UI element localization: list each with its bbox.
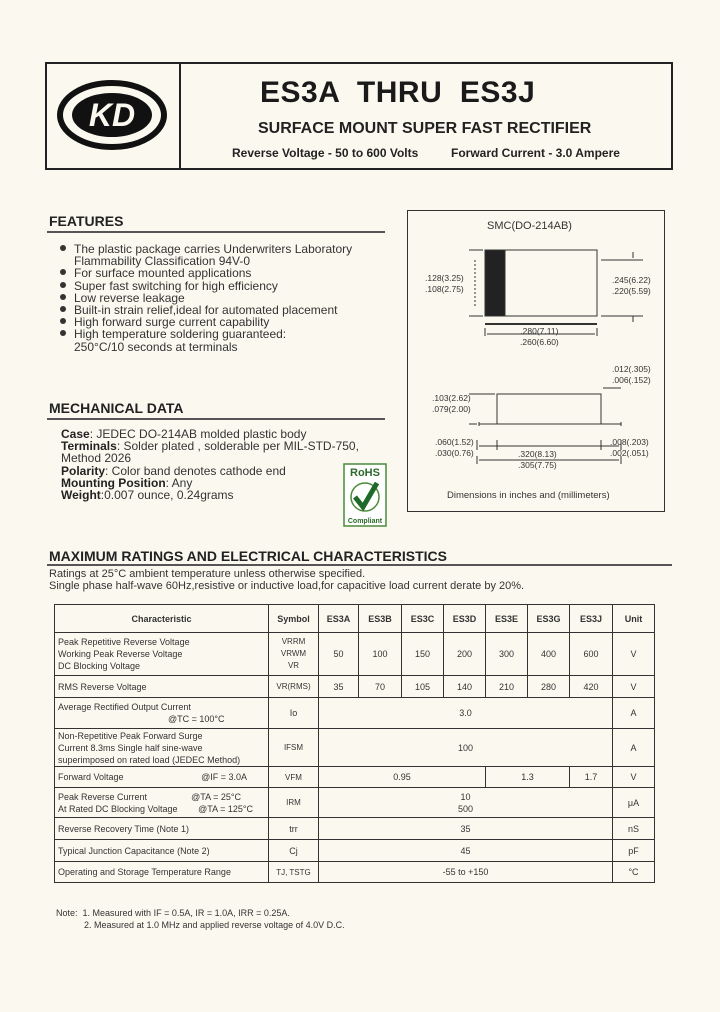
page-subtitle: SURFACE MOUNT SUPER FAST RECTIFIER [258,120,592,137]
dimensions-caption: Dimensions in inches and (millimeters) [447,490,610,501]
ratings-title: MAXIMUM RATINGS AND ELECTRICAL CHARACTERISTICS [49,548,447,564]
reverse-voltage-range: Reverse Voltage - 50 to 600 Volts [232,146,419,160]
logo-box [45,62,181,170]
bullet-icon [60,330,66,336]
kd-logo [45,62,179,166]
rohs-text: RoHS [350,467,380,479]
dim-overall-length: .320(8.13) .305(7.75) [518,449,557,470]
table-row: Peak Repetitive Reverse Voltage Working Peak Reverse Voltage DC Blocking Voltage VRRM VRWM VR 50 100 150 200 300 400 600 V [55,633,655,676]
logo-text: KD [88,97,136,133]
page-title: ES3A THRU ES3J [260,76,536,109]
dim-lead-thickness: .012(.305) .006(.152) [612,364,651,385]
table-row: Operating and Storage Temperature Range TJ, TSTG -55 to +150 °C [55,862,655,883]
feature-item: High temperature soldering guaranteed: 250°C/10 seconds at terminals [49,328,399,352]
dim-body-height: .103(2.62) .079(2.00) [432,393,471,414]
feature-item: Low reverse leakage [49,292,399,304]
table-row: RMS Reverse Voltage VR(RMS) 35 70 105 140 210 280 420 V [55,676,655,698]
dim-width: .245(6.22) .220(5.59) [612,275,651,296]
rohs-compliant: Compliant [347,518,383,525]
mechanical-rule [47,418,385,420]
dim-height: .128(3.25) .108(2.75) [425,273,464,294]
dim-standoff: .008(.203) .002(.051) [610,437,649,458]
ratings-conditions: Ratings at 25°C ambient temperature unless otherwise specified. Single phase half-wave 60Hz,resistive or inductive load,for capacitive load current derate by 20%. [49,568,525,592]
features-title: FEATURES [49,213,124,229]
feature-item: Super fast switching for high efficiency [49,280,399,292]
dim-length: .280(7.11) .260(6.60) [520,326,559,347]
footnotes: Note: 1. Measured with IF = 0.5A, IR = 1.0A, IRR = 0.25A. 2. Measured at 1.0 MHz and applied reverse voltage of 4.0V D.C. [56,908,345,930]
header-ratings [232,146,620,160]
dim-lead-length: .060(1.52) .030(0.76) [435,437,474,458]
table-row: Forward Voltage @IF = 3.0A VFM 0.95 1.3 1.7 V [55,767,655,788]
ratings-rule [47,564,672,566]
bullet-icon [60,294,66,300]
feature-item: For surface mounted applications [49,267,399,279]
rohs-badge [343,463,387,527]
table-row: Peak Reverse Current @TA = 25°C At Rated DC Blocking Voltage @TA = 125°C IRM 10 500 μA [55,788,655,818]
table-row: Average Rectified Output Current @TC = 100°C Io 3.0 A [55,698,655,729]
table-row: Typical Junction Capacitance (Note 2) Cj 45 pF [55,840,655,862]
mechanical-title: MECHANICAL DATA [49,400,184,416]
feature-item: High forward surge current capability [49,316,399,328]
features-rule [47,231,385,233]
characteristics-table [54,604,655,883]
bullet-icon [60,282,66,288]
bullet-icon [60,306,66,312]
mechanical-data: Case: JEDEC DO-214AB molded plastic body Terminals: Solder plated , solderable per MIL-STD-750, Method 2026 Polarity: Color band denotes cathode end Mounting Position: Any Weight:0.007 ounce, 0.24grams [61,427,359,503]
bullet-icon [60,245,66,251]
table-header: Characteristic Symbol ES3A ES3B ES3C ES3D ES3E ES3G ES3J Unit [55,605,655,633]
bullet-icon [60,269,66,275]
table-row: Reverse Recovery Time (Note 1) trr 35 nS [55,818,655,840]
package-name: SMC(DO-214AB) [487,220,572,232]
bullet-icon [60,318,66,324]
feature-item: The plastic package carries Underwriters Laboratory Flammability Classification 94V-0 [49,243,399,267]
features-list [49,243,399,353]
feature-item: Built-in strain relief,ideal for automated placement [49,304,399,316]
table-row: Non-Repetitive Peak Forward Surge Current 8.3ms Single half sine-wave superimposed on rated load (JEDEC Method) IFSM 100 A [55,729,655,767]
forward-current-rating: Forward Current - 3.0 Ampere [451,146,620,160]
